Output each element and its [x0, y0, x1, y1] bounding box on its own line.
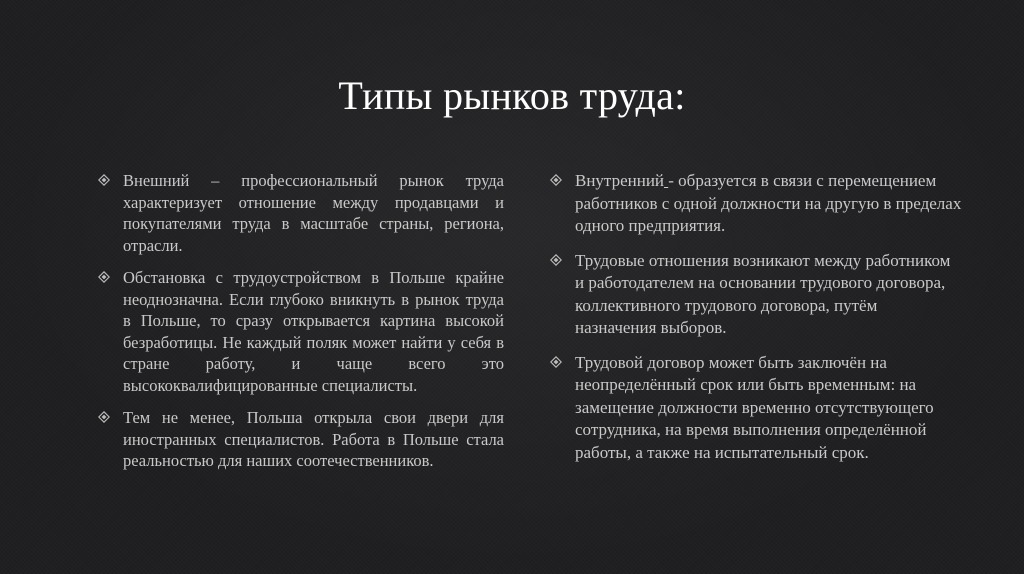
- right-column: [550, 170, 962, 476]
- list-item: [550, 250, 962, 340]
- left-column: [98, 170, 504, 483]
- list-item-text: Трудовые отношения возникают между работником и работодателем на основании трудового договора, коллективного трудового договора, путём назначения выборов.: [575, 250, 951, 337]
- diamond-bullet-icon: [98, 174, 110, 186]
- diamond-bullet-icon: [550, 356, 562, 368]
- list-item: [550, 170, 962, 238]
- list-item-text: Внешний – профессиональный рынок труда характеризует отношение между продавцами и покупателями труда в масштабе страны, региона, отрасли.: [123, 171, 504, 255]
- list-item-text: [575, 170, 962, 238]
- list-item: [98, 170, 504, 256]
- term-internal-definition: - образуется в связи с перемещением работников с одной должности на другую в пределах одного предприятия.: [575, 171, 962, 235]
- diamond-bullet-icon: [550, 174, 562, 186]
- list-item-text: Обстановка с трудоустройством в Польше крайне неоднозначна. Если глубоко вникнуть в рынок труда в Польше, то сразу открывается картина высокой безработицы. Не каждый поляк может найти у себя в стране работу, и чаще всего это высококвалифицированные специалисты.: [123, 268, 504, 395]
- diamond-bullet-icon: [550, 254, 562, 266]
- list-item: [98, 267, 504, 396]
- diamond-bullet-icon: [98, 411, 110, 423]
- list-item-text: Трудовой договор может быть заключён на неопределённый срок или быть временным: на замещение должности временно отсутствующего сотрудника, на время выполнения определённой работы, а также на испытательный срок.: [575, 352, 934, 462]
- diamond-bullet-icon: [98, 271, 110, 283]
- list-item-text: Тем не менее, Польша открыла свои двери для иностранных специалистов. Работа в Польше стала реальностью для наших соотечественников.: [123, 408, 504, 470]
- list-item: [98, 407, 504, 472]
- term-internal: Внутренний: [575, 171, 665, 190]
- list-item: [550, 352, 962, 465]
- slide-title: Типы рынков труда:: [338, 73, 686, 118]
